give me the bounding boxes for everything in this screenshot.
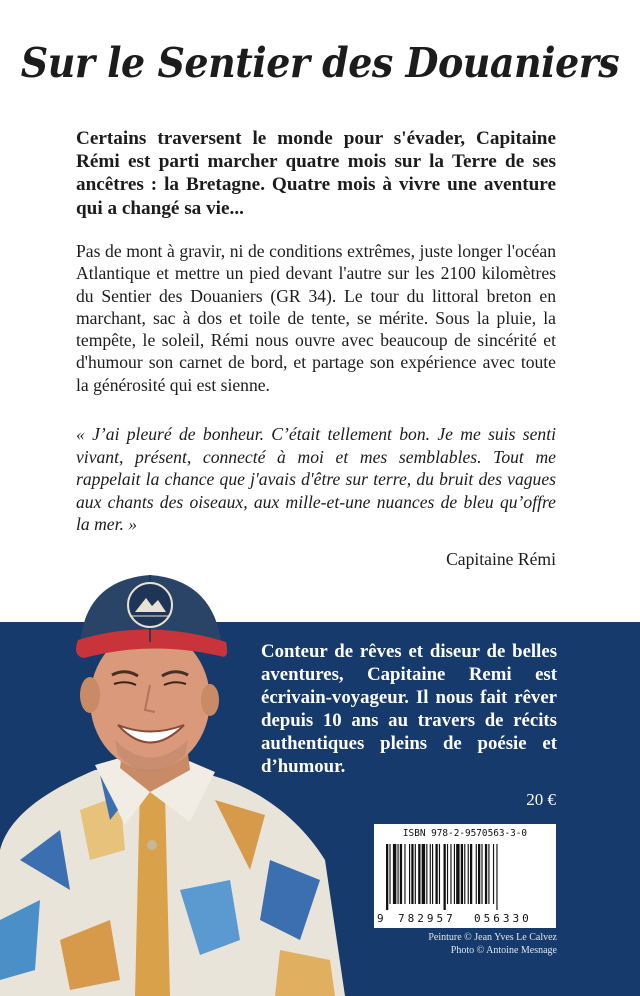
author-bio: Conteur de rêves et diseur de belles aventures, Capitaine Remi est écrivain-voyageur. Il nous fait rêver depuis 10 ans au travers de récits authentiques pleins de poésie et d’humour. <box>261 641 557 777</box>
painting-credit: Peinture © Jean Yves Le Calvez <box>428 932 557 943</box>
barcode-bars <box>382 844 548 912</box>
book-title: Sur le Sentier des Douaniers <box>20 38 620 87</box>
author-photo <box>0 560 360 996</box>
photo-credit: Photo © Antoine Mesnage <box>450 944 557 956</box>
barcode-digits-right: 056330 <box>474 912 532 925</box>
body-paragraph: Pas de mont à gravir, ni de conditions extrêmes, juste longer l'océan Atlantique et mettre un pied devant l'autre sur les 2100 kilomètres du Sentier des Douaniers (GR 34). Le tour du littoral breton en marchant, sac à dos et toile de tente, se mérite. Sous la pluie, la tempête, le soleil, Rémi nous ouvre avec beaucoup de sincérité et d'humour son carnet de bord, et partage son expérience avec toute la générosité qui est sienne. <box>76 241 556 395</box>
credits <box>428 932 557 957</box>
lead-paragraph: Certains traversent le monde pour s'évader, Capitaine Rémi est parti marcher quatre mois sur la Terre de ses ancêtres : la Bretagne. Quatre mois à vivre une aventure qui a changé sa vie... <box>76 128 556 219</box>
barcode <box>374 824 556 928</box>
quote-paragraph: « J’ai pleuré de bonheur. C’était tellement bon. Je me suis senti vivant, présent, connecté à moi et mes semblables. Tout me rappelait la chance que j'avais d'être sur terre, du bruit des vagues aux chants des oiseaux, aux mille-et-une nuances de bleu qu’offre la mer. » <box>76 424 556 535</box>
price: 20 € <box>526 790 556 809</box>
isbn-text: ISBN 978-2-9570563-3-0 <box>402 828 528 839</box>
barcode-digits-left: 782957 <box>398 912 456 925</box>
barcode-digit-first: 9 <box>377 912 384 925</box>
quote-signature: Capitaine Rémi <box>446 549 556 569</box>
